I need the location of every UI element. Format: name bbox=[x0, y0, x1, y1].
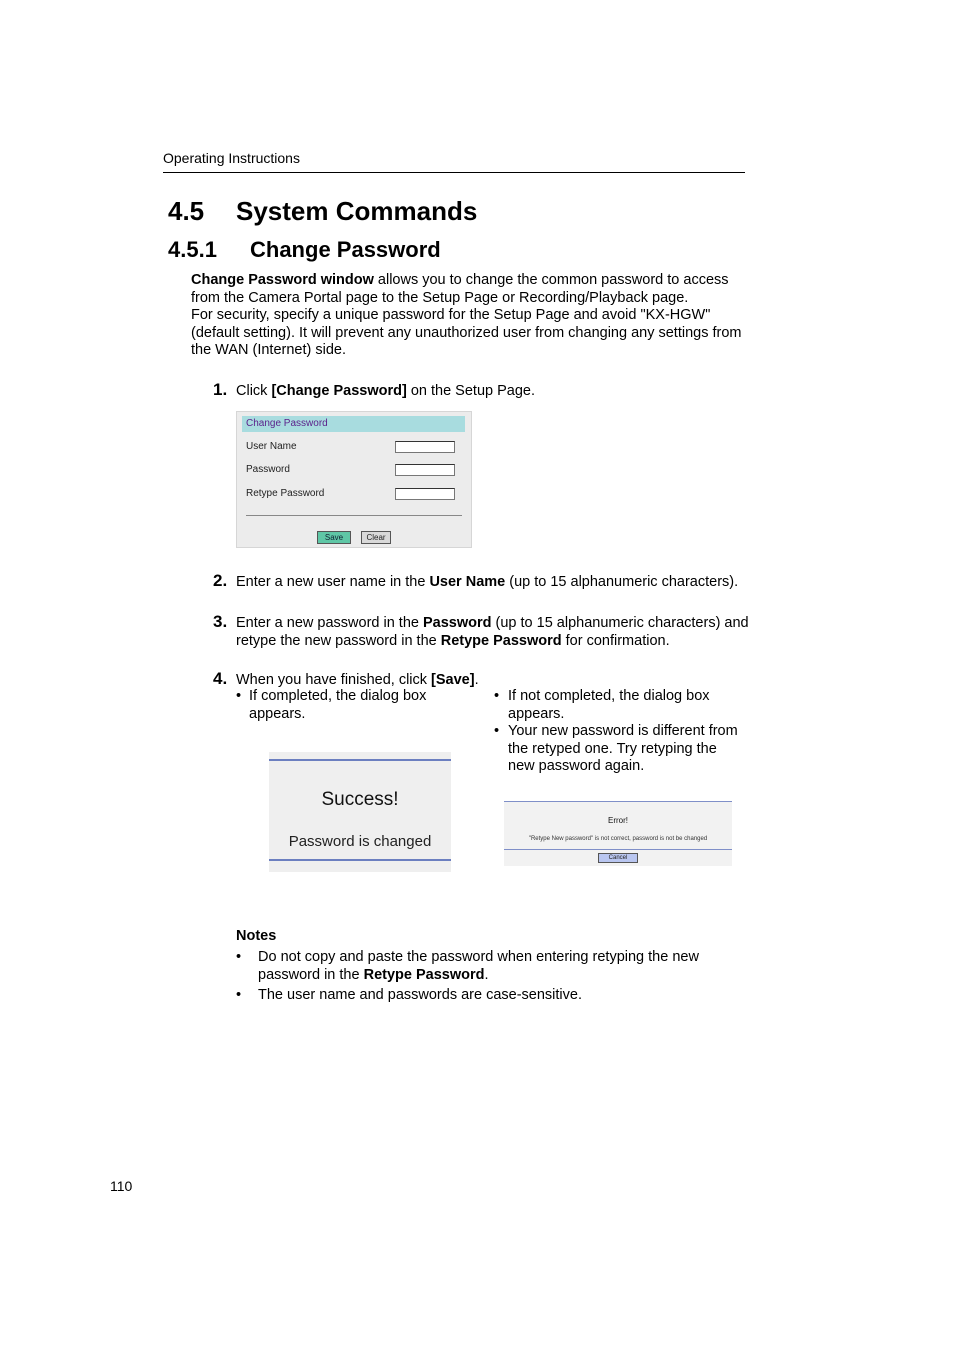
step-3-text bbox=[236, 615, 749, 650]
change-password-screenshot bbox=[236, 411, 472, 548]
step-4-bold: [Save] bbox=[431, 672, 475, 688]
step-1-pre: Click bbox=[236, 383, 272, 399]
page-number: 110 bbox=[110, 1178, 133, 1194]
intro-line4: (default setting). It will prevent any unauthorized user from changing any settings from bbox=[191, 324, 742, 341]
step-2-text bbox=[236, 574, 738, 592]
retype-password-input[interactable] bbox=[395, 488, 455, 500]
clear-button[interactable]: Clear bbox=[361, 531, 391, 544]
user-name-label: User Name bbox=[246, 441, 297, 452]
note-1-line2-pre: password in the bbox=[258, 967, 364, 983]
right-bullet-item-2 bbox=[494, 723, 738, 776]
note-1-line1: Do not copy and paste the password when entering retyping the new bbox=[258, 949, 699, 965]
bullet-mark: • bbox=[236, 688, 242, 704]
note-1-line2-bold: Retype Password bbox=[363, 967, 485, 983]
intro-line1: allows you to change the common password to access bbox=[373, 272, 729, 288]
subsection-number: 4.5.1 bbox=[168, 237, 217, 262]
step-3-number: 3. bbox=[213, 612, 228, 631]
note-item-1 bbox=[236, 948, 716, 984]
change-password-title: Change Password bbox=[242, 416, 465, 432]
left-bullet-line1: If completed, the dialog box bbox=[249, 688, 427, 704]
intro-line5: the WAN (Internet) side. bbox=[191, 342, 346, 358]
step-4-number: 4. bbox=[213, 669, 228, 688]
bullet-mark: • bbox=[236, 987, 242, 1003]
user-name-input[interactable] bbox=[395, 441, 455, 453]
right-bullet-2-line1: Your new password is different from bbox=[508, 723, 738, 739]
subsection-title: Change Password bbox=[250, 237, 441, 262]
intro-paragraph bbox=[191, 272, 746, 360]
right-bullet-item-1 bbox=[494, 688, 710, 723]
left-bullet-line2: appears. bbox=[249, 705, 306, 722]
step-3-pre: Enter a new password in the bbox=[236, 615, 423, 631]
dialog-bottom-rule bbox=[504, 849, 732, 850]
dialog-bottom-rule bbox=[269, 859, 451, 861]
step-4-post: . bbox=[474, 672, 479, 688]
note-item-2 bbox=[236, 986, 716, 1004]
bullet-mark: • bbox=[236, 949, 242, 965]
right-bullet-2-line3: new password again. bbox=[508, 758, 645, 774]
step-3-line2-pre: retype the new password in the bbox=[236, 632, 441, 649]
intro-bold-lead: Change Password window bbox=[191, 272, 374, 288]
section-title: System Commands bbox=[236, 196, 478, 226]
step-3-line2-post: for confirmation. bbox=[561, 632, 670, 649]
step-1-text bbox=[236, 383, 535, 401]
step-2-post: (up to 15 alphanumeric characters). bbox=[505, 574, 739, 590]
success-message: Password is changed bbox=[288, 833, 432, 850]
password-input[interactable] bbox=[395, 464, 455, 476]
header-rule bbox=[163, 172, 745, 173]
intro-line2: from the Camera Portal page to the Setup Page or Recording/Playback page. bbox=[191, 289, 689, 306]
step-3-line2-bold: Retype Password bbox=[440, 632, 562, 649]
step-1-bold: [Change Password] bbox=[271, 383, 407, 399]
left-bullet-item bbox=[236, 688, 426, 723]
step-2-pre: Enter a new user name in the bbox=[236, 574, 430, 590]
section-number: 4.5 bbox=[168, 196, 205, 226]
error-message: "Retype New password" is not correct, password is not be changed bbox=[528, 836, 708, 842]
note-2-text: The user name and passwords are case-sensitive. bbox=[258, 987, 582, 1003]
retype-password-label: Retype Password bbox=[246, 488, 325, 499]
error-dialog bbox=[504, 801, 732, 866]
note-1-line2-post: . bbox=[484, 967, 489, 983]
step-2-bold: User Name bbox=[429, 574, 506, 590]
step-4-text bbox=[236, 672, 479, 690]
section-heading bbox=[168, 196, 477, 227]
success-dialog bbox=[269, 752, 451, 872]
right-bullet-1-line2: appears. bbox=[508, 705, 565, 722]
password-label: Password bbox=[246, 464, 290, 475]
step-1-post: on the Setup Page. bbox=[406, 383, 535, 399]
step-3-bold: Password bbox=[423, 615, 492, 631]
bullet-mark: • bbox=[494, 688, 500, 704]
intro-line3: For security, specify a unique password for the Setup Page and avoid "KX-HGW" bbox=[191, 307, 711, 323]
step-1-number: 1. bbox=[213, 380, 228, 399]
save-button[interactable]: Save bbox=[317, 531, 351, 544]
right-bullet-1-line1: If not completed, the dialog box bbox=[508, 688, 710, 704]
form-divider bbox=[246, 515, 462, 516]
dialog-top-rule bbox=[504, 801, 732, 802]
subsection-heading bbox=[168, 237, 441, 263]
error-title: Error! bbox=[608, 816, 628, 825]
success-title: Success! bbox=[321, 789, 399, 810]
right-bullet-2-line2: the retyped one. Try retyping the bbox=[508, 740, 717, 757]
dialog-top-rule bbox=[269, 759, 451, 761]
step-3-post: (up to 15 alphanumeric characters) and bbox=[491, 615, 749, 631]
bullet-mark: • bbox=[494, 723, 500, 739]
cancel-button[interactable]: Cancel bbox=[598, 853, 638, 863]
notes-title: Notes bbox=[236, 928, 277, 944]
running-header: Operating Instructions bbox=[163, 150, 300, 166]
step-2-number: 2. bbox=[213, 571, 228, 590]
step-4-pre: When you have finished, click bbox=[236, 672, 432, 688]
